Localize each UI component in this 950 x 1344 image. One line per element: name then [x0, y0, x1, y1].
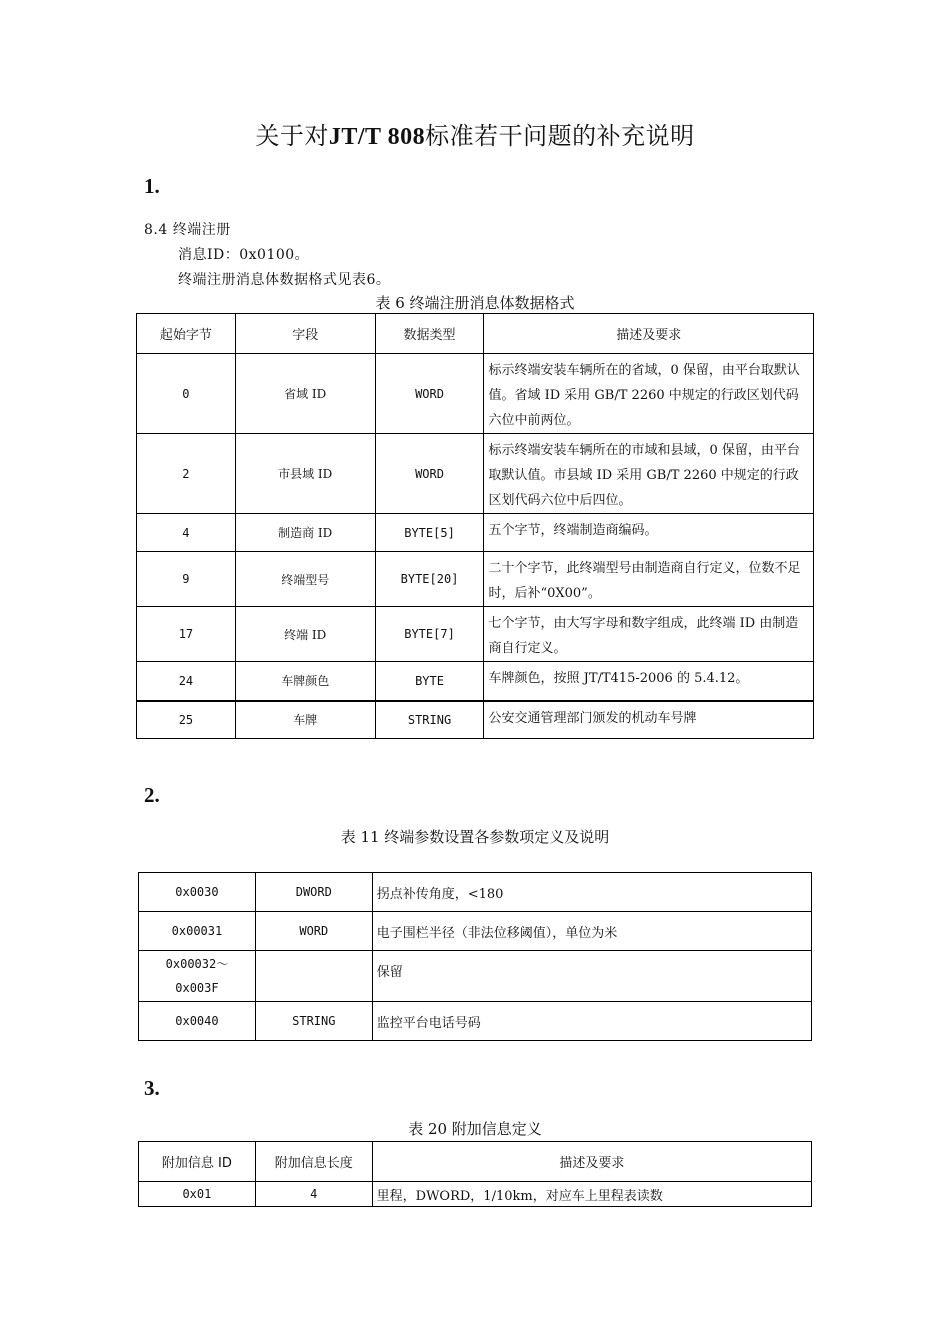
- cell-type: STRING: [255, 1002, 372, 1041]
- table-row: [137, 552, 814, 607]
- table-row: [139, 951, 812, 1002]
- table-header-row: [137, 314, 814, 354]
- cell-param-id: 0x0030: [139, 873, 256, 912]
- cell-desc: 监控平台电话号码: [372, 1002, 811, 1041]
- table-11: [138, 872, 812, 1041]
- cell-extra-length: 4: [255, 1182, 372, 1207]
- title-prefix: 关于对: [255, 122, 329, 150]
- cell-type: BYTE[20]: [375, 552, 484, 607]
- cell-start: 17: [137, 607, 236, 662]
- table-20: [138, 1141, 812, 1207]
- cell-type: BYTE[5]: [375, 514, 484, 552]
- param-id-line-1: 0x00032～: [165, 957, 229, 971]
- cell-field: 省域 ID: [235, 354, 375, 434]
- cell-desc: 五个字节，终端制造商编码。: [484, 514, 814, 552]
- section-1-line-2: 终端注册消息体数据格式见表6。: [178, 272, 391, 288]
- header-description: 描述及要求: [484, 314, 814, 354]
- table-6-caption: 表 6 终端注册消息体数据格式: [375, 294, 575, 312]
- cell-field: 车牌颜色: [235, 662, 375, 701]
- cell-param-id: [139, 951, 256, 1002]
- cell-field: 制造商 ID: [235, 514, 375, 552]
- cell-start: 2: [137, 434, 236, 514]
- cell-desc: 标示终端安装车辆所在的省域，0 保留，由平台取默认值。省域 ID 采用 GB/T 2260 中规定的行政区划代码六位中前两位。: [484, 354, 814, 434]
- header-extra-id: 附加信息 ID: [139, 1142, 256, 1182]
- cell-desc: 车牌颜色，按照 JT/T415-2006 的 5.4.12。: [484, 662, 814, 701]
- header-field: 字段: [235, 314, 375, 354]
- table-20-caption: 表 20 附加信息定义: [408, 1120, 542, 1138]
- cell-start: 25: [137, 701, 236, 739]
- cell-param-id: 0x0040: [139, 1002, 256, 1041]
- cell-start: 9: [137, 552, 236, 607]
- cell-type: WORD: [375, 434, 484, 514]
- section-1-line-1: 消息ID：0x0100。: [178, 247, 310, 263]
- cell-desc: 七个字节，由大写字母和数字组成，此终端 ID 由制造商自行定义。: [484, 607, 814, 662]
- section-3-number: 3.: [144, 1076, 160, 1100]
- cell-desc: 拐点补传角度，<180: [372, 873, 811, 912]
- table-row: [137, 662, 814, 701]
- cell-param-id: 0x00031: [139, 912, 256, 951]
- table-row: [137, 701, 814, 739]
- cell-type: WORD: [255, 912, 372, 951]
- cell-field: 终端 ID: [235, 607, 375, 662]
- cell-field: 市县域 ID: [235, 434, 375, 514]
- cell-desc: 二十个字节，此终端型号由制造商自行定义，位数不足时，后补“0X00”。: [484, 552, 814, 607]
- cell-desc: 标示终端安装车辆所在的市域和县域，0 保留，由平台取默认值。市县域 ID 采用 GB/T 2260 中规定的行政区划代码六位中后四位。: [484, 434, 814, 514]
- cell-field: 车牌: [235, 701, 375, 739]
- table-row: [137, 354, 814, 434]
- title-standard: JT/T 808: [328, 124, 426, 150]
- section-1-number: 1.: [144, 174, 160, 198]
- cell-field: 终端型号: [235, 552, 375, 607]
- cell-extra-id: 0x01: [139, 1182, 256, 1207]
- table-row: [137, 514, 814, 552]
- table-row: [137, 434, 814, 514]
- param-id-line-2: 0x003F: [175, 981, 219, 995]
- section-1-heading: 8.4 终端注册: [144, 222, 231, 238]
- header-data-type: 数据类型: [375, 314, 484, 354]
- cell-desc: 里程，DWORD，1/10km，对应车上里程表读数: [372, 1182, 811, 1207]
- header-description: 描述及要求: [372, 1142, 811, 1182]
- cell-type: STRING: [375, 701, 484, 739]
- table-row: [137, 607, 814, 662]
- table-row: [139, 1002, 812, 1041]
- cell-start: 24: [137, 662, 236, 701]
- table-row: [139, 912, 812, 951]
- header-extra-length: 附加信息长度: [255, 1142, 372, 1182]
- page-title: [0, 116, 950, 151]
- section-2-number: 2.: [144, 783, 160, 807]
- cell-start: 0: [137, 354, 236, 434]
- table-header-row: [139, 1142, 812, 1182]
- cell-type: BYTE[7]: [375, 607, 484, 662]
- cell-desc: 电子围栏半径（非法位移阈值），单位为米: [372, 912, 811, 951]
- table-11-caption: 表 11 终端参数设置各参数项定义及说明: [340, 828, 610, 846]
- cell-desc: 保留: [372, 951, 811, 1002]
- cell-start: 4: [137, 514, 236, 552]
- table-6: [136, 313, 814, 739]
- table-row: [139, 1182, 812, 1207]
- cell-type: BYTE: [375, 662, 484, 701]
- cell-type: [255, 951, 372, 1002]
- title-suffix: 标准若干问题的补充说明: [425, 122, 695, 150]
- cell-type: DWORD: [255, 873, 372, 912]
- cell-desc: 公安交通管理部门颁发的机动车号牌: [484, 701, 814, 739]
- header-start-byte: 起始字节: [137, 314, 236, 354]
- table-row: [139, 873, 812, 912]
- cell-type: WORD: [375, 354, 484, 434]
